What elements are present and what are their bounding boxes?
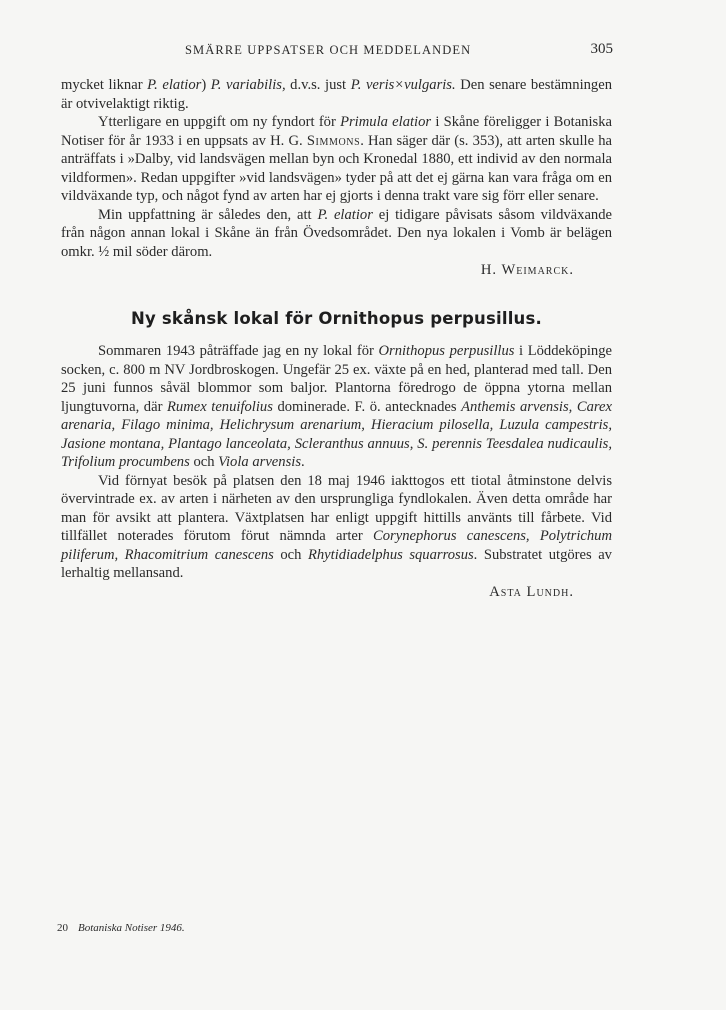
running-title: SMÄRRE UPPSATSER OCH MEDDELANDEN bbox=[185, 43, 472, 57]
paragraph-primula-elatior: Ytterligare en uppgift om ny fyndort för Primula elatior i Skåne föreligger i Botaniska Notiser för år 1933 i en uppsats av H. G. Simmons. Han säger där (s. 353), att arten skulle ha anträffats i »Dalby, vid landsvägen mellan byn och Kronedal 1880, ett individ av den normala vildformen». Redan uppgifter »vid landsvägen» tyder på att det ej gärna kan vara fråga om en vildväxande typ, och något fynd av arten har ej gjorts i denna trakt vare sig förr eller senare. bbox=[61, 114, 612, 204]
paragraph-conclusion: Min uppfattning är således den, att P. elatior ej tidigare påvisats såsom vildväxande från någon annan lokal i Skåne än från Övedsområdet. Den nya lokalen i Vomb är belägen omkr. ½ mil söder därom. bbox=[61, 206, 612, 260]
signature-mark: 20 bbox=[57, 922, 68, 934]
paragraph-ornithopus-1946: Vid förnyat besök på platsen den 18 maj 1946 iakttogos ett tiotal åtminstone delvis övervintrade ex. av arten i närheten av den ursprungliga fyndlokalen. Även detta område har man för avsikt att plantera. Växtplatsen har enligt uppgift hittills använts till fårbete. Vid tillfället noterades förutom förut nämnda arter Corynephorus canescens, Polytrichum piliferum, Rhacomitrium canescens och Rhytidiadelphus squarrosus. Substratet utgöres av lerhaltig mellansand. bbox=[61, 472, 612, 581]
journal-title: Botaniska Notiser 1946. bbox=[78, 922, 185, 934]
running-header bbox=[0, 41, 726, 61]
author-signature-lundh: Asta Lundh. bbox=[489, 583, 574, 600]
page-footer bbox=[57, 922, 185, 934]
page-number: 305 bbox=[590, 41, 613, 57]
paragraph-ornithopus-1943: Sommaren 1943 påträffade jag en ny lokal för Ornithopus perpusillus i Löddeköpinge socken, c. 800 m NV Jordbroskogen. Ungefär 25 ex. växte på en hed, planterad med tall. Den 25 juni funnos såväl blommor som baljor. Plantorna föredrogo de öppna ytorna mellan ljungtuvorna, där Rumex tenuifolius dominerade. F. ö. antecknades Anthemis arvensis, Carex arenaria, Filago minima, Helichrysum arenarium, Hieracium pilosella, Luzula campestris, Jasione montana, Plantago lanceolata, Scleranthus annuus, S. perennis Teesdalea nudicaulis, Trifolium procumbens och Viola arvensis. bbox=[61, 343, 613, 470]
author-signature-weimarck: H. Weimarck. bbox=[480, 262, 574, 278]
paragraph-continuation: mycket liknar P. elatior) P. variabilis, d.v.s. just P. veris×vulgaris. Den senare bestämningen är otvivelaktigt riktig. bbox=[61, 77, 612, 112]
page-body bbox=[61, 76, 612, 601]
article-heading: Ny skånsk lokal för Ornithopus perpusillus. bbox=[131, 308, 542, 328]
